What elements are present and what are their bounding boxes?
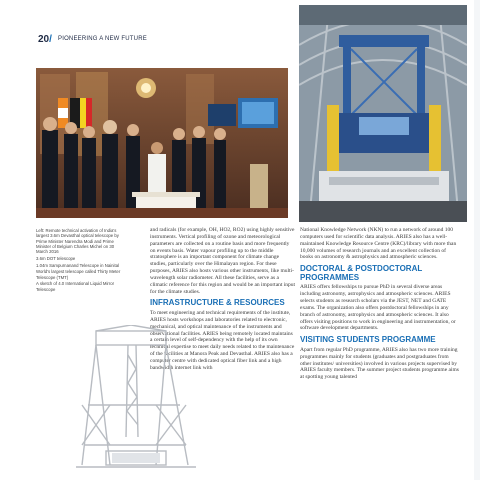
paragraph: ARIES offers fellowships to pursue PhD in several diverse areas including astronomy, astrophysics and atmospheric sciences. ARIES selects students as research scholars via the JEST, NET and GATE exams. The organization also offers postdoctoral fellowships in any branch of astronomy, astrophysics and atmospheric sciences. It also offers visiting positions to work in engineering and instrumentation, or software development departments.	[300, 284, 456, 332]
caption: Left: Remote technical activation of India's largest 3.6m Devasthal optical telescope by Prime Minister Narendra Modi and Prime Minister of Belgium Charles Michel on 30 March 2016	[36, 228, 119, 255]
caption: 3.6m DOT telescope	[36, 255, 76, 261]
caption: World's largest telescope called Thirty Meter Telescope (TMT)	[36, 269, 121, 280]
paragraph: and radicals (for example, OH, HO2, RO2) using highly sensitive instruments. Vertical profiling of ozone and meteorological parameters are collected on a routine basis and more frequently on events basis. Water vapour profiling up to the middle stratosphere is an important component for climate change studies, particularly over the Himalayan region. For these purposes, ARIES also hosts various other instruments, like multi-wavelength solar radiometer. All these facilities, serve as a climatic reference for this region and would be an important input for the climate studies.	[150, 227, 296, 295]
heading-visiting-students: VISITING STUDENTS PROGRAMME	[300, 335, 436, 345]
photo-captions	[36, 228, 126, 293]
page-number: 20/	[38, 34, 52, 45]
liquid-mirror-telescope-sketch	[76, 325, 196, 480]
paragraph: Apart from regular PhD programme, ARIES also has two more training programmes mainly for students (graduates and postgraduates from other institutes/ universities) involved in various projects supervised by ARIES faculty members. The summer project students programme aims at spotting young talented	[300, 346, 459, 381]
section-title: PIONEERING A NEW FUTURE	[58, 36, 147, 42]
paragraph: National Knowledge Network (NKN) to run a network of around 100 computers used for scientific data analysis. ARIES also has a well-maintained Knowledge Resource Centre (KRC)/library with more than 10,000 volumes of research journals and an excellent collection of books on astronomy & astrophysics and atmospheric sciences.	[300, 227, 457, 261]
caption: 1.04m Sampurnanand Telescope in Nainital	[36, 262, 120, 268]
telescope-photo	[299, 5, 467, 222]
heading-doctoral: DOCTORAL & POSTDOCTORAL PROGRAMMES	[300, 264, 423, 282]
heading-infrastructure: INFRASTRUCTURE & RESOURCES	[150, 298, 285, 308]
caption: A sketch of 4.0 International Liquid Mirror Telescope	[36, 281, 115, 292]
page-edge	[474, 0, 480, 480]
paragraph: To meet engineering and technical requirements of the institute, ARIES hosts workshops and laboratories related to electronic, mechanical, and optical maintenance of the instruments and observational facilities. ARIES being remotely located maintains a certain level of self-dependency with the help of its own technical expertise to meet daily needs related to the maintenance of the facilities at Manora Peak and Devasthal. ARIES also has a computer centre with dedicated optical fiber link and a high bandwidth internet link with	[150, 310, 295, 371]
text-column-right	[300, 227, 460, 381]
ceremony-photo	[36, 68, 288, 218]
